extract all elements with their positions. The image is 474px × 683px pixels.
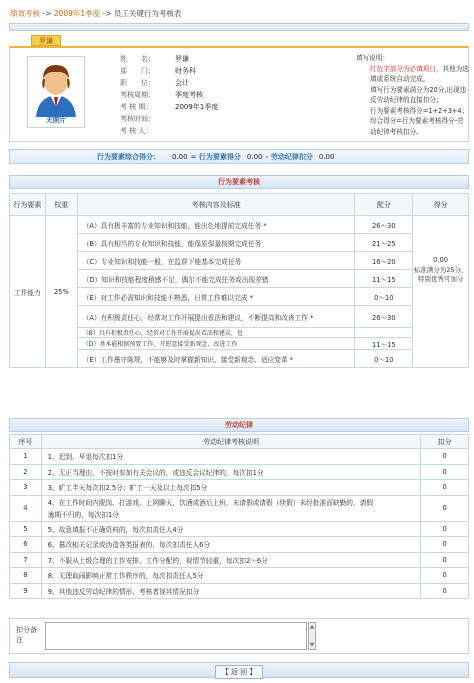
table-row (10, 350, 469, 368)
column-header: 扣分 (421, 435, 469, 449)
info-label: 考核时间： (120, 115, 155, 123)
table-row (10, 537, 469, 553)
summary-behavior-value: 0.00 (246, 152, 263, 161)
table-row (10, 508, 469, 521)
deduction-input[interactable]: 0 (421, 464, 469, 480)
table-header-row (10, 435, 469, 449)
info-label: 职 位： (120, 79, 155, 87)
column-header: 得分 (413, 194, 469, 216)
summary-discipline-value: 0.00 (318, 152, 335, 161)
score-note: 标准满分为25分，特别优秀可加分 (413, 266, 468, 283)
column-header: 序号 (10, 435, 42, 449)
table-row (10, 216, 469, 234)
column-header: 劳动纪律考核说明 (41, 435, 421, 449)
table-row (10, 552, 469, 568)
info-label: 考核周期： (120, 91, 155, 99)
column-header: 行为要素 (10, 194, 46, 216)
info-label: 考 核 期： (120, 103, 153, 111)
table-row (10, 234, 469, 252)
criteria-option[interactable]: （D）知识和技能程度稍感不足，偶尔不能完成任务或出现差错 (77, 270, 355, 288)
breadcrumb-period-link[interactable]: 2009年1季度 (53, 9, 101, 18)
info-value: 季度考核 (175, 91, 203, 99)
score-range: 16～20 (355, 252, 413, 270)
breadcrumb-separator: -> (102, 9, 112, 18)
info-row (120, 54, 218, 66)
score-range: 11～15 (355, 270, 413, 288)
info-row (120, 126, 218, 138)
discipline-text: 7、不服从上级合理的工作安排、工作分配的，视情节轻重，每次扣2～6分 (41, 552, 421, 568)
notes-line1 (356, 64, 469, 85)
footer-bar (9, 662, 469, 678)
textarea-scrollbar[interactable]: ▲ ▼ (308, 622, 316, 650)
criteria-option[interactable]: （D）基本能根据预要工作，升愿意接受新观念，改进工作 (77, 338, 355, 350)
table-row (10, 270, 469, 288)
notes-line2: 填写行为要素满分为20分,出现违反劳动纪律的直接扣分； (370, 85, 467, 104)
row-number: 4 (10, 495, 42, 521)
info-row (120, 114, 218, 126)
deduction-input[interactable]: 0 (421, 480, 469, 496)
notes-line3: 行为要素考核得分=1+2+3+4；综合得分=行为要素考核得分-劳动纪律考核扣分。 (370, 106, 469, 136)
breadcrumb (10, 8, 181, 19)
row-number: 7 (10, 552, 42, 568)
criteria-option[interactable]: （E）对工作必需知识和技能不熟悉，日常工作难以完成 * (77, 288, 355, 306)
discipline-text: 逾期不归的，每次扣1分 (41, 508, 421, 521)
deduction-input[interactable]: 0 (421, 521, 469, 537)
behavior-table (9, 193, 469, 368)
required-note: 红色字部分为必填项目 (370, 64, 436, 73)
discipline-text: 6、篡改相关记录或伪造各类报表的，每次扣责任人6分 (41, 537, 421, 553)
remark-textarea[interactable] (45, 622, 307, 650)
info-row (120, 102, 218, 114)
info-label: 考 核 人： (120, 127, 153, 135)
behavior-section-title: 行为要素考核 (218, 178, 260, 186)
column-header: 配分 (355, 194, 413, 216)
column-header: 考核内容及标准 (77, 194, 355, 216)
weight-cell: 25% (45, 216, 77, 368)
deduction-input[interactable]: 0 (421, 537, 469, 553)
notes-line1-tail: ，其他为选填或系统自动完成。 (370, 64, 469, 83)
discipline-text: 4、在工作时间内脱岗、打游戏、上网聊天、饮酒或酒后上班，未请假或请假（续假）未经批准而缺勤的，请假 (41, 495, 421, 508)
deduction-input[interactable]: 0 (421, 568, 469, 584)
fill-instructions (356, 53, 469, 137)
row-number: 3 (10, 480, 42, 496)
discipline-text: 3、旷工半天每次扣2.5分；旷工一天及以上每次扣5分 (41, 480, 421, 496)
remark-label: 扣分备注 (16, 626, 37, 644)
info-row (120, 66, 218, 78)
criteria-option[interactable]: （B）具有相当的专业知识和技能，能保质保量按期完成任务 (77, 234, 355, 252)
row-number: 2 (10, 464, 42, 480)
summary-behavior-label: = 行为要素得分 (190, 152, 241, 161)
discipline-title-bar (9, 418, 469, 432)
info-label: 姓 名： (120, 55, 155, 63)
info-value: 会计 (175, 79, 189, 87)
info-value: 罗谦 (175, 55, 189, 63)
photo-caption: 无照片 (46, 116, 66, 124)
criteria-option[interactable]: （E）工作墨守陈规，不能够及时掌握新知识、接受新观念、适应变革 * (77, 350, 355, 368)
summary-total-value: 0.00 (172, 152, 188, 161)
avatar-icon (28, 59, 84, 117)
info-label: 部 门： (120, 67, 155, 75)
notes-title: 填写说明： (356, 54, 389, 62)
score-range: 26～30 (355, 216, 413, 234)
deduction-input[interactable]: 0 (421, 552, 469, 568)
discipline-text: 8、无理取闹影响正常工作秩序的，每次扣责任人5分 (41, 568, 421, 584)
employee-info (120, 54, 218, 138)
discipline-text: 2、无正当理由，不按时参加有关会议的，或违反会议纪律的，每次扣1分 (41, 464, 421, 480)
row-number: 6 (10, 537, 42, 553)
discipline-section-title: 劳动纪律 (225, 421, 253, 429)
info-value: 2009年1季度 (175, 103, 219, 111)
criteria-option[interactable]: （B）具有积极责任心，经常对工作开展提出看法和建议，也 (77, 328, 355, 338)
discipline-text: 5、故意填报不正确资料的，每次扣责任人4分 (41, 521, 421, 537)
table-row (10, 338, 469, 350)
deduction-input[interactable]: 0 (421, 495, 469, 521)
table-row (10, 328, 469, 338)
score-range: 0～10 (355, 288, 413, 306)
row-number: 5 (10, 521, 42, 537)
score-value: 0.00 (433, 256, 449, 264)
criteria-option[interactable]: （A）有积极责任心，经常对工作开展提出看法和建议，不断提高和改善工作 * (77, 306, 355, 328)
table-row (10, 252, 469, 270)
back-button[interactable]: 【 返 回 】 (215, 665, 264, 679)
score-summary (9, 149, 469, 164)
breadcrumb-separator: -> (42, 9, 52, 18)
table-row (10, 449, 469, 465)
factor-cell: 工作能力 (10, 216, 46, 368)
row-number: 1 (10, 449, 42, 465)
discipline-table (9, 434, 469, 599)
breadcrumb-root-link[interactable]: 绩效考核 (10, 9, 40, 18)
row-number: 8 (10, 568, 42, 584)
table-header-row (10, 194, 469, 216)
table-row (10, 568, 469, 584)
score-range: 21～25 (355, 234, 413, 252)
employee-name-tab[interactable]: 罗谦 (31, 35, 61, 46)
header-bar (9, 23, 469, 31)
deduction-input[interactable]: 0 (421, 583, 469, 599)
score-range (355, 328, 413, 338)
employee-photo (27, 56, 85, 128)
table-row (10, 521, 469, 537)
table-row (10, 583, 469, 599)
info-value: 财务科 (175, 67, 196, 75)
row-number: 9 (10, 583, 42, 599)
table-row (10, 495, 469, 508)
criteria-option[interactable]: （A）具有极丰富的专业知识和技能，能出色地提前完成任务 * (77, 216, 355, 234)
breadcrumb-current: 员工关键行为考核表 (113, 9, 182, 18)
table-row (10, 306, 469, 328)
summary-total-label: 行为要素综合得分： (97, 152, 160, 161)
info-row (120, 90, 218, 102)
deduction-input[interactable]: 0 (421, 449, 469, 465)
score-range: 0～10 (355, 350, 413, 368)
criteria-option[interactable]: （C）专业知识和技能一般，在监督下能基本完成任务 (77, 252, 355, 270)
score-range: 26～30 (355, 306, 413, 328)
table-row (10, 288, 469, 306)
deduction-remark-row (9, 618, 469, 654)
behavior-title-bar (9, 175, 469, 189)
score-range: 11～15 (355, 338, 413, 350)
score-cell (413, 216, 469, 368)
column-header: 权重 (45, 194, 77, 216)
discipline-text: 9、其他违反劳动纪律的情形，考核者视其情况扣分 (41, 583, 421, 599)
table-row (10, 480, 469, 496)
info-row (120, 78, 218, 90)
discipline-text: 1、迟到、早退每次扣1分 (41, 449, 421, 465)
table-row (10, 464, 469, 480)
summary-discipline-label: - 劳动纪律扣分 (265, 152, 313, 161)
